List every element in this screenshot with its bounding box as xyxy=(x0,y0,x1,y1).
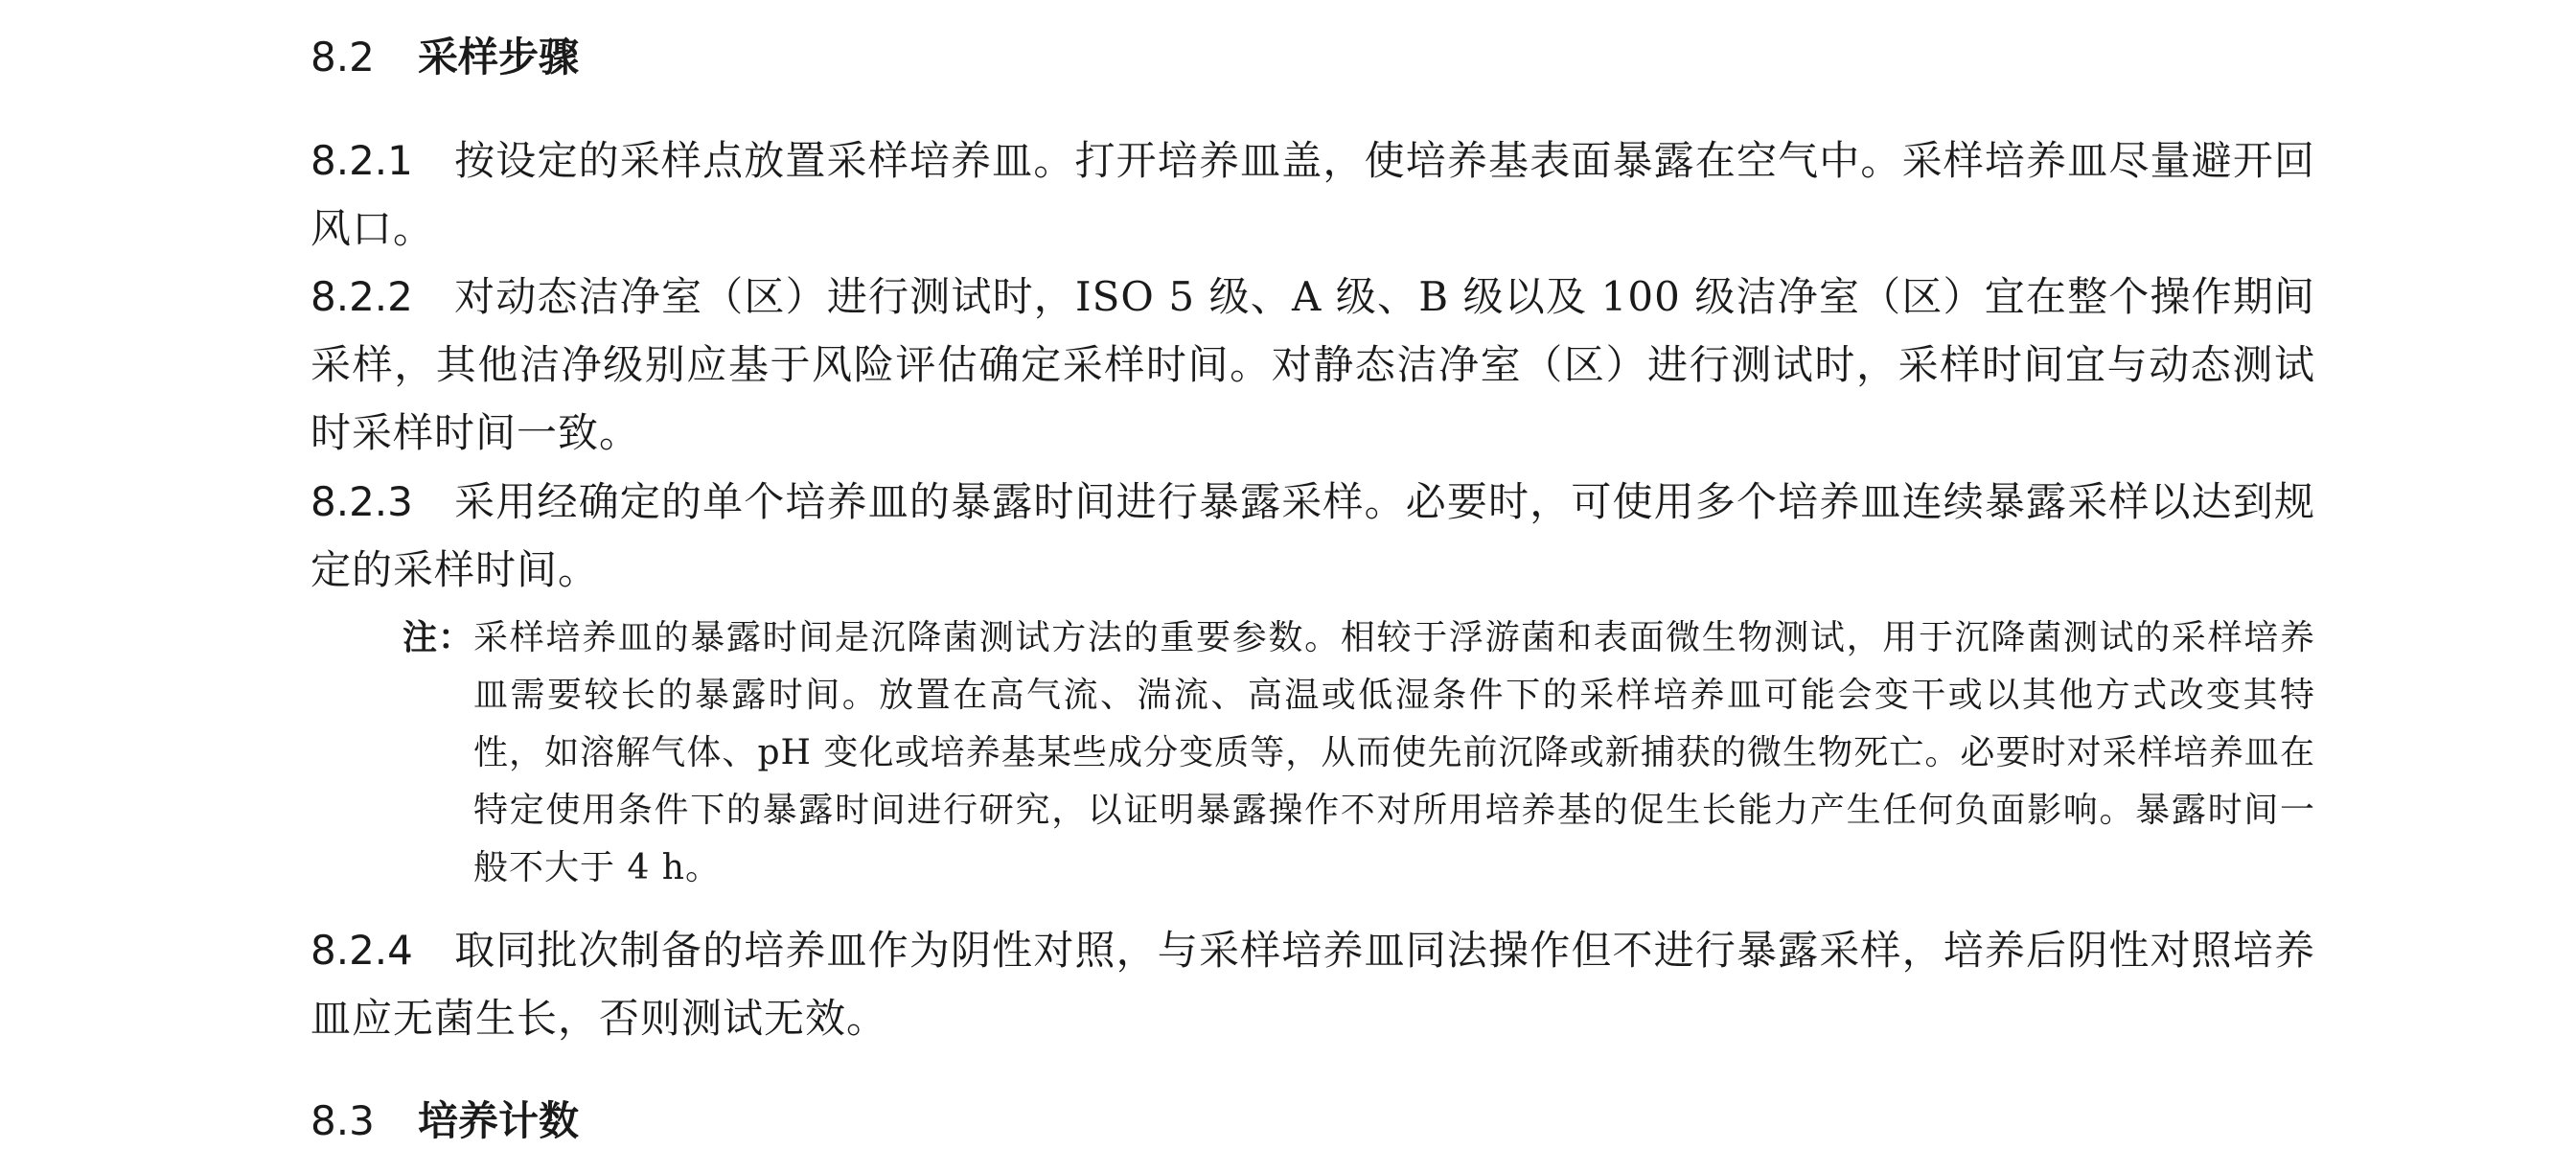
clause-text: 对动态洁净室（区）进行测试时，ISO 5 级、A 级、B 级以及 100 级洁净室（区）宜在整个操作期间采样，其他洁净级别应基于风险评估确定采样时间。对静态洁净室（区）进行测试时，采样时间宜与动态测试时采样时间一致。 xyxy=(310,273,2315,456)
clause-8-2-4 xyxy=(310,916,2315,1052)
clause-number: 8.2.4 xyxy=(310,927,413,974)
clause-text: 按设定的采样点放置采样培养皿。打开培养皿盖，使培养基表面暴露在空气中。采样培养皿尽量避开回风口。 xyxy=(310,137,2315,252)
section-title: 培养计数 xyxy=(418,1097,580,1144)
clause-number: 8.2.1 xyxy=(310,137,413,184)
section-title: 采样步骤 xyxy=(418,34,580,80)
clause-number: 8.2.2 xyxy=(310,273,413,320)
clause-text: 取同批次制备的培养皿作为阴性对照，与采样培养皿同法操作但不进行暴露采样，培养后阴性对照培养皿应无菌生长，否则测试无效。 xyxy=(310,927,2315,1042)
note-block xyxy=(402,610,2315,897)
clause-8-2-1 xyxy=(310,126,2315,263)
section-heading-8-2 xyxy=(310,29,579,86)
clause-8-2-3 xyxy=(310,468,2315,604)
clause-8-2-2 xyxy=(310,263,2315,467)
section-heading-8-3 xyxy=(310,1092,579,1150)
note-text: 采样培养皿的暴露时间是沉降菌测试方法的重要参数。相较于浮游菌和表面微生物测试，用于沉降菌测试的采样培养皿需要较长的暴露时间。放置在高气流、湍流、高温或低湿条件下的采样培养皿可能会变干或以其他方式改变其特性，如溶解气体、pH 变化或培养基某些成分变质等，从而使先前沉降或新捕获的微生物死亡。必要时对采样培养皿在特定使用条件下的暴露时间进行研究，以证明暴露操作不对所用培养基的促生长能力产生任何负面影响。暴露时间一般不大于 4 h。 xyxy=(473,618,2315,887)
section-number: 8.2 xyxy=(310,34,375,80)
clause-number: 8.2.3 xyxy=(310,478,413,525)
section-number: 8.3 xyxy=(310,1097,375,1144)
note-label: 注： xyxy=(402,618,474,657)
clause-text: 采用经确定的单个培养皿的暴露时间进行暴露采样。必要时，可使用多个培养皿连续暴露采样以达到规定的采样时间。 xyxy=(310,478,2315,593)
